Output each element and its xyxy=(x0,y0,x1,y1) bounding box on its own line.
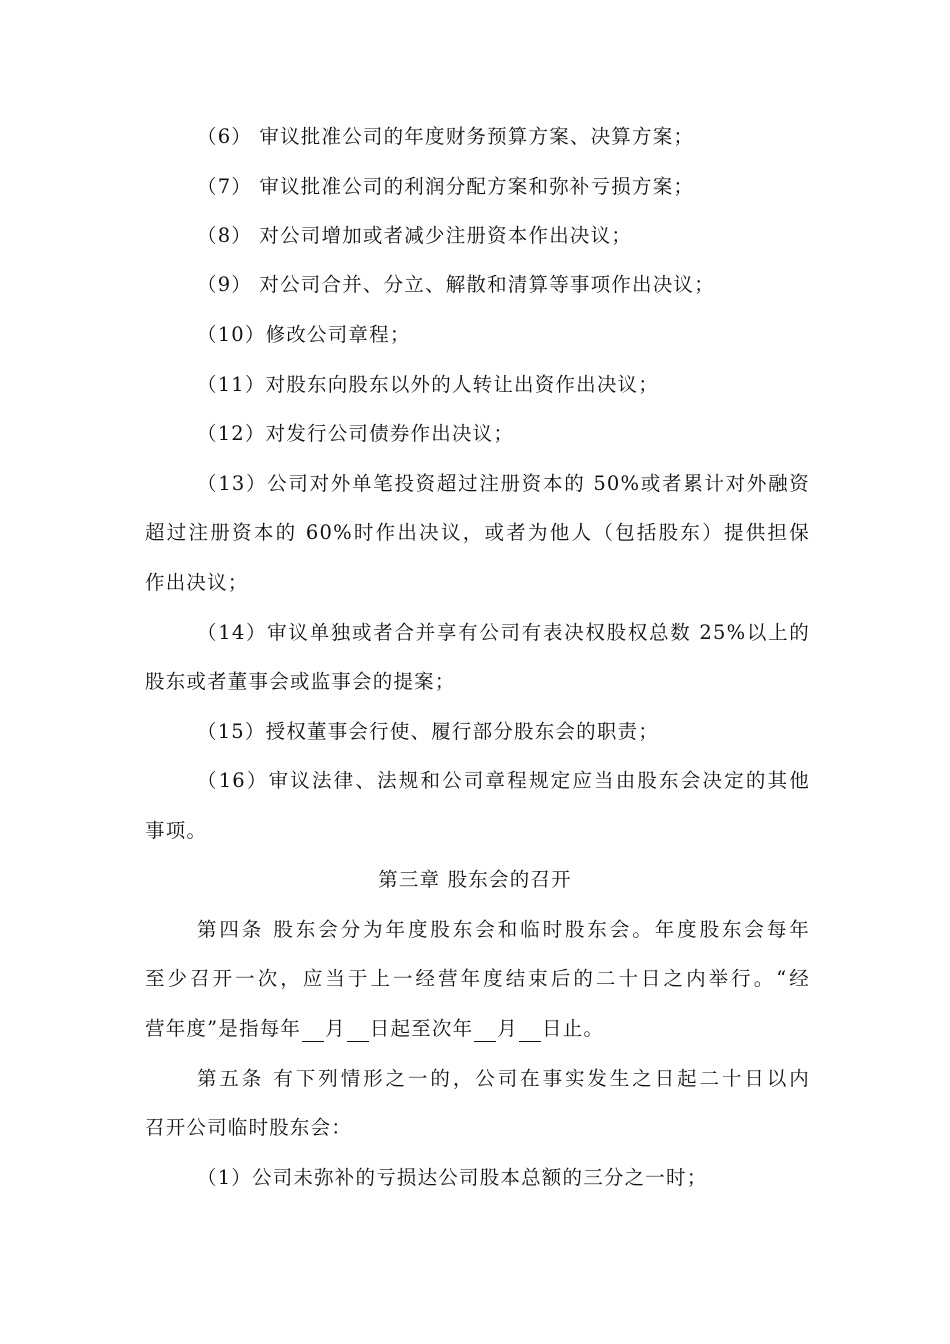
list-item-14-line-2: 股东或者董事会或监事会的提案； xyxy=(145,670,456,693)
list-item-7: （7） 审议批准公司的利润分配方案和弥补亏损方案； xyxy=(197,175,695,198)
list-item-13-line-2: 超过注册资本的 60%时作出决议，或者为他人（包括股东）提供担保 xyxy=(145,521,810,544)
article-4-text-e: 日止。 xyxy=(542,1017,605,1040)
list-item-15: （15）授权董事会行使、履行部分股东会的职责； xyxy=(197,720,659,743)
list-item-9: （9） 对公司合并、分立、解散和清算等事项作出决议； xyxy=(197,273,715,296)
article-4-text-c: 日起至次年 xyxy=(369,1017,474,1040)
blank-field xyxy=(302,1021,324,1042)
article-4-line-1: 第四条 股东会分为年度股东会和临时股东会。年度股东会每年 xyxy=(197,918,810,941)
blank-field xyxy=(519,1021,541,1042)
article-4-line-3 xyxy=(145,1016,810,1042)
list-item-6: （6） 审议批准公司的年度财务预算方案、决算方案； xyxy=(197,125,695,148)
list-item-13-line-1: （13）公司对外单笔投资超过注册资本的 50%或者累计对外融资 xyxy=(197,472,810,495)
list-item-13-line-3: 作出决议； xyxy=(145,571,249,594)
blank-field xyxy=(474,1021,496,1042)
chapter-heading: 第三章 股东会的召开 xyxy=(378,868,572,891)
article-5-item-1: （1）公司未弥补的亏损达公司股本总额的三分之一时； xyxy=(197,1166,708,1189)
list-item-8: （8） 对公司增加或者减少注册资本作出决议； xyxy=(197,224,633,247)
article-4-text-b: 月 xyxy=(325,1017,346,1040)
list-item-11: （11）对股东向股东以外的人转让出资作出决议； xyxy=(197,373,659,396)
list-item-14-line-1: （14）审议单独或者合并享有公司有表决权股权总数 25%以上的 xyxy=(197,621,810,644)
blank-field xyxy=(347,1021,369,1042)
article-5-line-1: 第五条 有下列情形之一的，公司在事实发生之日起二十日以内 xyxy=(197,1067,810,1090)
article-4-text-a: 营年度”是指每年 xyxy=(145,1017,302,1040)
article-4-text-d: 月 xyxy=(497,1017,518,1040)
list-item-16-line-2: 事项。 xyxy=(145,819,208,842)
list-item-10: （10）修改公司章程； xyxy=(197,323,411,346)
article-4-line-2: 至少召开一次，应当于上一经营年度结束后的二十日之内举行。“经 xyxy=(145,967,810,990)
article-5-line-2: 召开公司临时股东会： xyxy=(145,1116,353,1139)
list-item-12: （12）对发行公司债券作出决议； xyxy=(197,422,515,445)
list-item-16-line-1: （16）审议法律、法规和公司章程规定应当由股东会决定的其他 xyxy=(197,769,810,792)
